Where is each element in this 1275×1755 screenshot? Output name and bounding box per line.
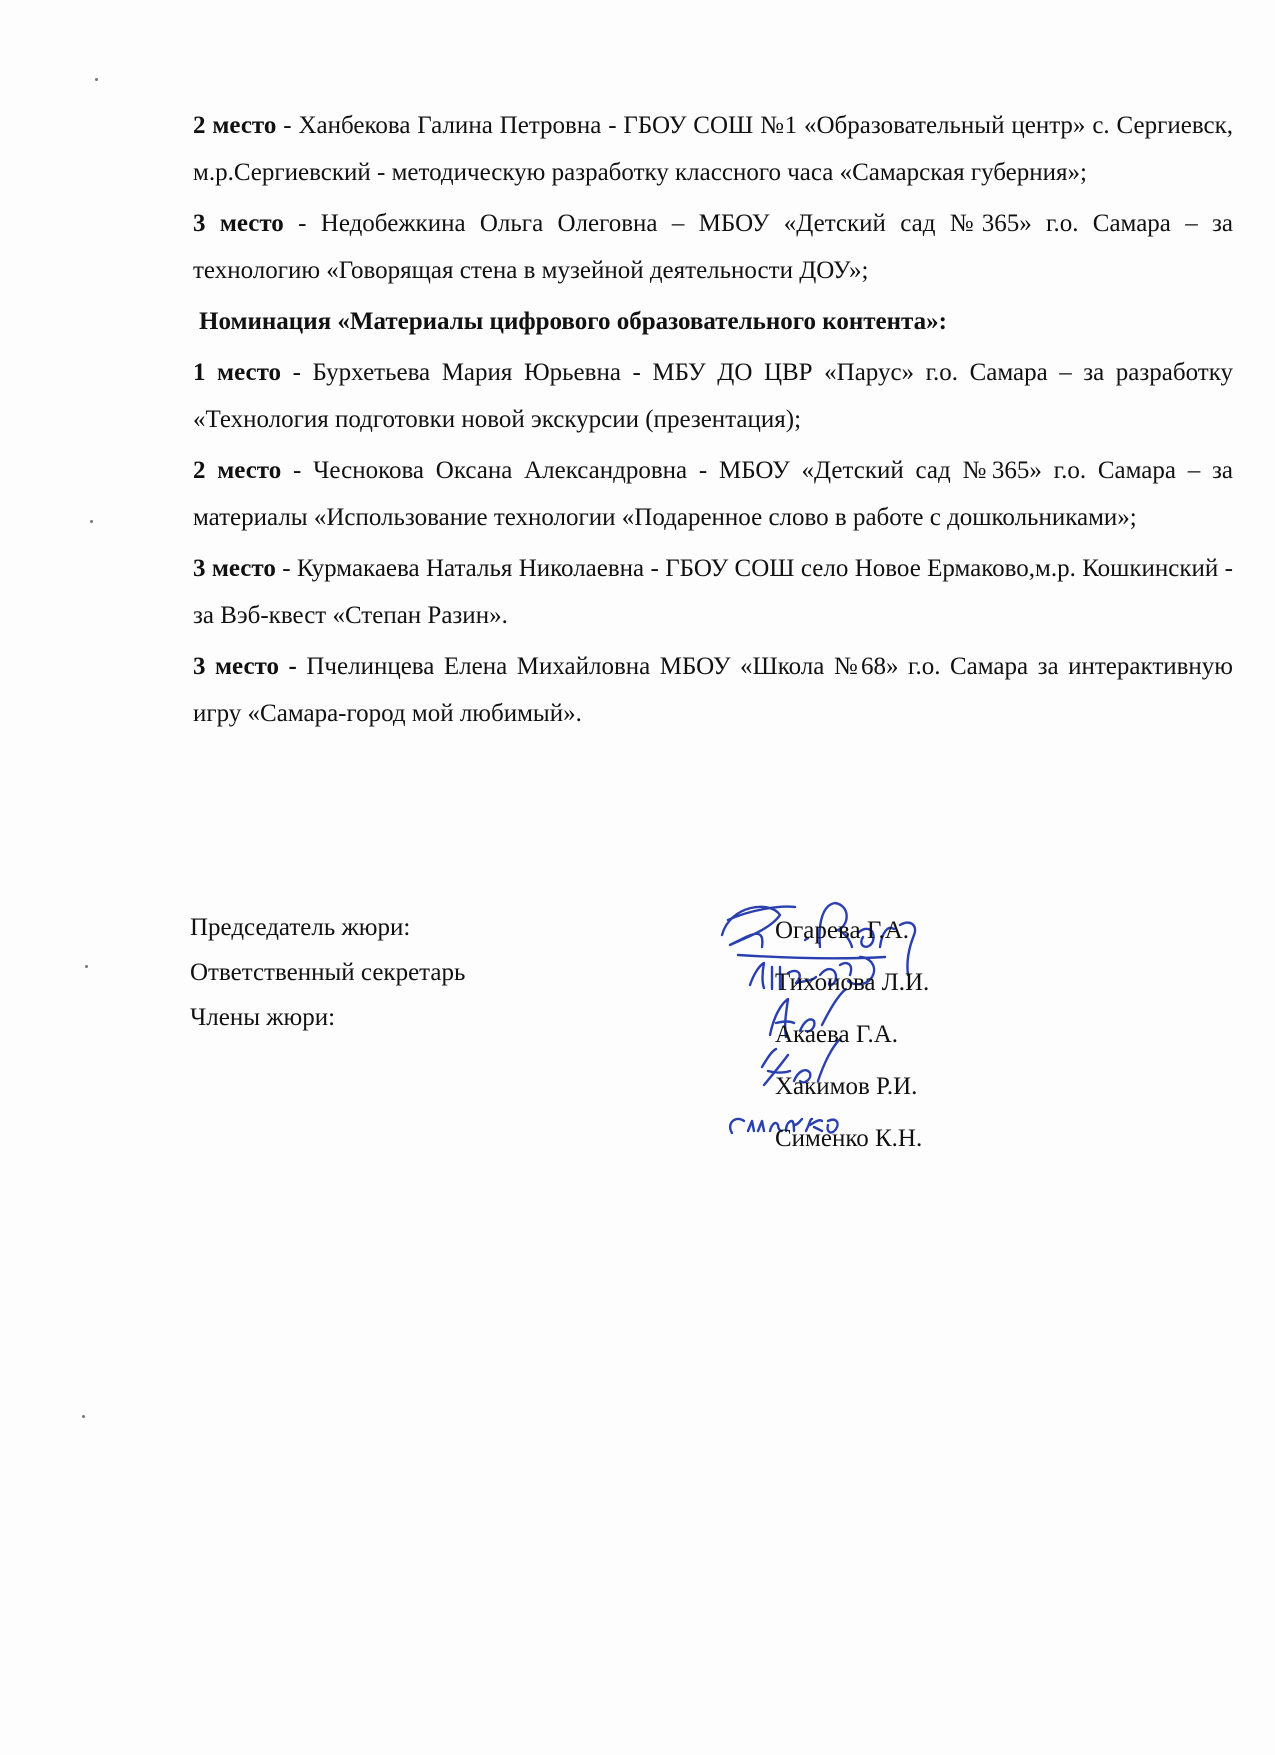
role-chairman: Председатель жюри: [190,914,411,941]
award-place: 2 место [193,112,277,139]
award-paragraph [193,545,1233,639]
award-text: Пчелинцева Елена Михайловна МБОУ «Школа №68» г.о. Самара за интерактивную игру «Самара-город мой любимый». [193,653,1233,727]
nomination-heading: Номинация «Материалы цифрового образовательного контента»: [199,308,947,335]
award-place: 3 место - [193,653,297,680]
signature-stroke [730,1119,744,1133]
award-paragraph [193,447,1233,541]
award-place: 1 место [193,359,282,386]
award-text: - Ханбекова Галина Петровна - ГБОУ СОШ №1 «Образовательный центр» с. Сергиевск, м.р.Сергиевский - методическую разработку классного часа «Самарская губерния»; [193,112,1234,186]
name-jury-member: Хакимов Р.И. [775,1073,918,1100]
signature-roles [190,905,465,1040]
award-place: 2 место [193,457,282,484]
role-jury-members: Члены жюри: [190,1004,336,1031]
signature-stroke [748,1121,764,1131]
award-paragraph [193,102,1233,196]
award-place: 3 место [193,555,276,582]
award-text: - Чеснокова Оксана Александровна - МБОУ «Детский сад №365» г.о. Самара – за материалы «Использование технологии «Подаренное слово в работе с дошкольниками»; [193,457,1234,531]
scan-speck [85,965,88,968]
award-place: 3 место [193,210,284,237]
award-text: - Бурхетьева Мария Юрьевна - МБУ ДО ЦВР «Парус» г.о. Самара – за разработку «Технология подготовки новой экскурсии (презентация); [193,359,1233,433]
name-jury-member: Сименко К.Н. [775,1125,923,1152]
award-text: - Курмакаева Наталья Николаевна - ГБОУ СОШ село Новое Ермаково,м.р. Кошкинский - за Вэб-квест «Степан Разин». [193,555,1233,629]
document-body [193,102,1233,741]
signature-block [190,905,1190,1165]
signature-names [775,905,929,1165]
signature-stroke [750,963,764,988]
award-paragraph [193,200,1233,294]
scan-speck [90,520,93,523]
name-secretary: Тихонова Л.И. [775,969,930,996]
award-paragraph [193,349,1233,443]
role-secretary: Ответственный секретарь [190,959,466,986]
award-text: - Недобежкина Ольга Олеговна – МБОУ «Детский сад №365» г.о. Самара – за технологию «Говорящая стена в музейной деятельности ДОУ»; [193,210,1233,284]
award-paragraph [193,643,1233,737]
scan-speck [82,1415,85,1418]
scan-speck [95,78,98,81]
name-jury-member: Акаева Г.А. [775,1021,899,1048]
name-chairman: Огарева Г.А. [775,917,910,944]
